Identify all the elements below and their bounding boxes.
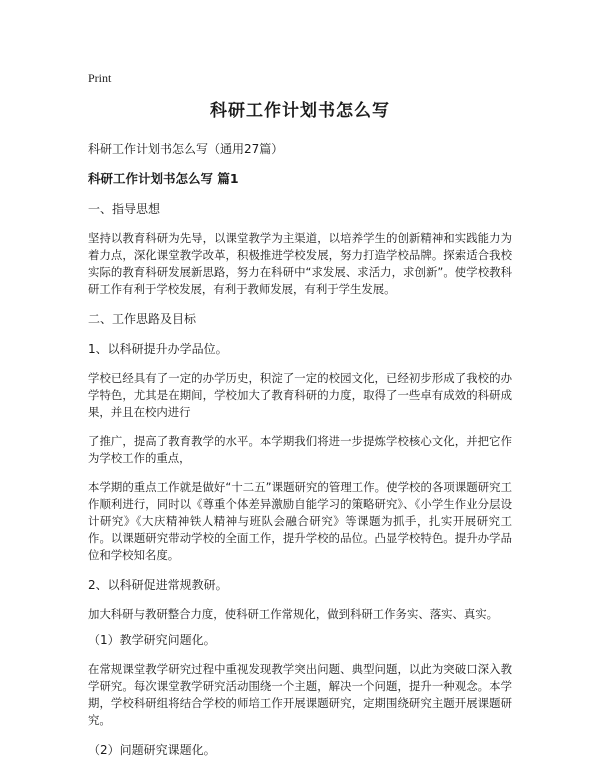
subheading-1: 1、以科研提升办学品位。 [88,342,228,356]
heading-guiding-ideology: 一、指导思想 [88,202,161,216]
subheading-2-2: （2）问题研究课题化。 [88,743,216,757]
paragraph: 加大科研与教研整合力度，使科研工作常规化，做到科研工作务实、落实、真实。 [88,607,499,621]
subheading-2: 2、以科研促进常规教研。 [88,578,228,592]
print-label: Print [88,71,112,85]
paragraph: 坚持以教育科研为先导，以课堂教学为主渠道，以培养学生的创新精神和实践能力为着力点，深化课堂教学改革，积极推进学校发展，努力打造学校品牌。探索适合我校实际的教育科研发展新思路，努力在科研中“求发展、求活力，求创新”。使学校教科研工作有利于学校发展，有利于教师发展，有利于学生发展。 [88,231,512,296]
page-title: 科研工作计划书怎么写 [210,101,390,121]
subheading-2-1: （1）教学研究问题化。 [88,633,216,647]
paragraph: 本学期的重点工作就是做好“十二五”课题研究的管理工作。使学校的各项课题研究工作顺利进行，同时以《尊重个体差异激励自能学习的策略研究》、《小学生作业分层设计研究》《大庆精神铁人精神与班队会融合研究》等课题为抓手，扎实开展研究工作。以课题研究带动学校的全面工作，提升学校的品位。凸显学校特色。提升办学品位和学校知名度。 [88,480,512,562]
paragraph: 了推广，提高了教育教学的水平。本学期我们将进一步提炼学校核心文化，并把它作为学校工作的重点， [88,434,512,465]
paragraph: 学校已经具有了一定的办学历史，积淀了一定的校园文化，已经初步形成了我校的办学特色，尤其是在期间，学校加大了教育科研的力度，取得了一些卓有成效的科研成果，并且在校内进行 [88,371,512,419]
heading-work-ideas: 二、工作思路及目标 [88,312,197,326]
document-subtitle: 科研工作计划书怎么写（通用27篇） [88,142,284,156]
section-heading: 科研工作计划书怎么写 篇1 [88,171,239,186]
paragraph: 在常规课堂教学研究过程中重视发现教学突出问题、典型问题，以此为突破口深入教学研究。每次课堂教学研究活动围绕一个主题，解决一个问题，提升一种观念。本学期，学校科研组将结合学校的师培工作开展课题研究，定期围绕研究主题开展课题研究。 [88,662,512,727]
